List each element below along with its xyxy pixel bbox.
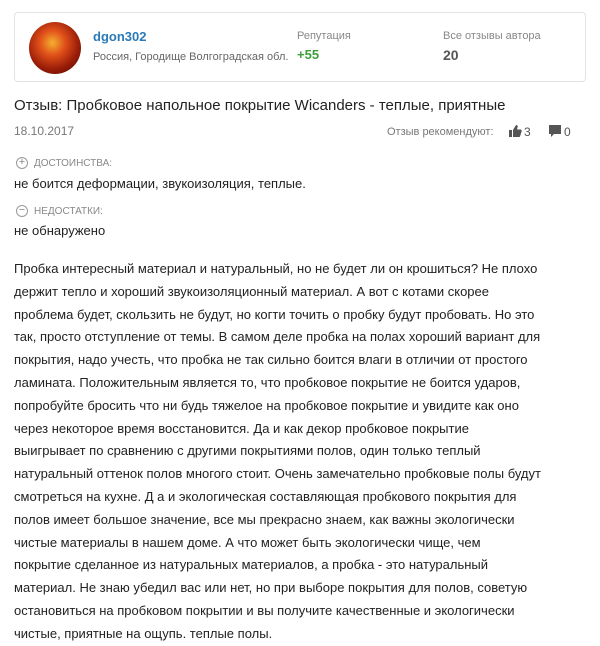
review-body-line: чистые, приятные на ощупь. теплые полы. [14, 625, 273, 641]
cons-text: не обнаружено [14, 223, 106, 238]
cons-label: НЕДОСТАТКИ: [34, 206, 103, 217]
all-reviews-label[interactable]: Все отзывы автора [443, 30, 541, 42]
all-reviews-count[interactable]: 20 [443, 47, 459, 63]
author-location: Россия, Городище Волгоградская обл. [93, 51, 289, 63]
review-body-line: покрытие сделанное из натуральных материалов, а пробка - это натуральный [14, 557, 489, 573]
review-body-line: Пробка интересный материал и натуральный, но не будет ли он крошиться? Не плохо [14, 261, 538, 276]
review-body-line: чистые материалы в нашем доме. А что может быть экологически чище, чем [14, 534, 481, 550]
review-body-line: выигрывает по сравнению с другими покрытиями полов, один только теплый [14, 443, 481, 459]
recommend-label: Отзыв рекомендуют: [387, 126, 494, 138]
review-body-line: полов имеет большое значение, все мы прекрасно знаем, как важны экологически [14, 511, 515, 527]
review-body-line: смотреться на кухне. Д а и экологическая составляющая пробкового покрытия для [14, 488, 517, 504]
review-body-line: натуральный оттенок полов многого стоит. Очень замечательно пробковые полы будут [14, 466, 541, 482]
author-name-link[interactable]: dgon302 [93, 29, 147, 44]
upvote-count: 3 [524, 125, 531, 139]
review-body [14, 258, 590, 646]
review-title: Отзыв: Пробковое напольное покрытие Wicanders - теплые, приятные [14, 97, 506, 114]
review-body-line: попробуйте бросить что ни будь тяжелое на пробковое покрытие и увидите как оно [14, 397, 519, 413]
reputation-value: +55 [297, 47, 320, 62]
review-body-line: держит тепло и хороший звукоизоляционный материал. А вот с котами скорее [14, 283, 490, 299]
author-card [14, 12, 586, 82]
comment-icon[interactable] [548, 124, 562, 138]
comment-count: 0 [564, 125, 571, 139]
pros-text: не боится деформации, звукоизоляция, теплые. [14, 176, 306, 191]
plus-circle-icon: + [16, 157, 28, 169]
review-date: 18.10.2017 [14, 124, 75, 138]
reputation-label: Репутация [297, 30, 351, 42]
review-body-line: материал. Не знаю убедил вас или нет, но при выборе покрытия для полов, советую [14, 580, 528, 596]
avatar[interactable] [29, 22, 81, 74]
pros-label: ДОСТОИНСТВА: [34, 158, 113, 169]
review-body-line: ламината. Положительным является то, что пробковое покрытие не боится ударов, [14, 374, 521, 390]
review-body-line: проблема будет, скользить не будут, но когти точить о пробку будут пробовать. Но это [14, 306, 535, 322]
minus-circle-icon: − [16, 205, 28, 217]
review-body-line: так, просто отступление от темы. В самом деле пробка на полах хороший вариант для [14, 329, 541, 345]
review-body-line: через некоторое время восстановится. Да и как декор пробковое покрытие [14, 420, 469, 436]
review-body-line: остановиться на пробковом покрытии и вы получите качественные и экологически [14, 602, 515, 618]
thumbs-up-icon[interactable] [508, 124, 522, 138]
review-body-line: покрытия, надо учесть, что пробка не так сильно боится влаги в отличии от простого [14, 352, 528, 368]
